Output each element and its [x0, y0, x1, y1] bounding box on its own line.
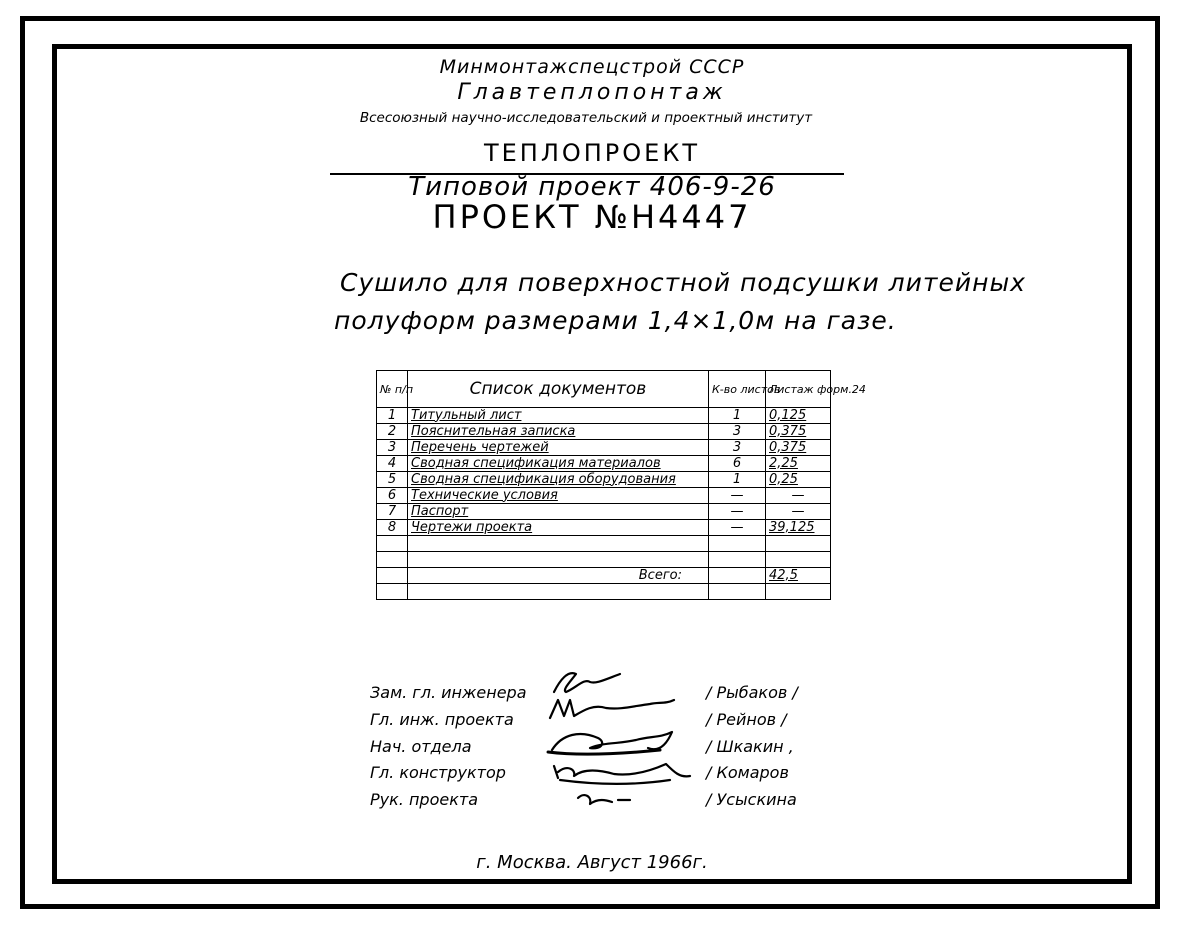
row-name: Чертежи проекта	[408, 520, 709, 536]
table-row	[377, 440, 831, 456]
row-no: 4	[377, 456, 408, 472]
row-no: 7	[377, 504, 408, 520]
row-no: 8	[377, 520, 408, 536]
row-sheets: 3	[709, 440, 766, 456]
sig-name: / Шкакин ,	[706, 737, 794, 756]
table-row	[377, 488, 831, 504]
total-label: Всего:	[408, 568, 709, 584]
total-value: 42,5	[766, 568, 831, 584]
title-line-2: полуформ размерами 1,4×1,0м на газе.	[334, 306, 897, 335]
row-format: —	[766, 488, 831, 504]
sig-role: Нач. отдела	[370, 737, 472, 756]
documents-table	[376, 370, 866, 600]
row-no: 1	[377, 408, 408, 424]
sig-name: / Рыбаков /	[706, 683, 798, 702]
table-row	[377, 424, 831, 440]
header-sheets: К-во листов	[709, 371, 766, 408]
row-name: Пояснительная записка	[408, 424, 709, 440]
department-line: Главтеплопонтаж	[457, 80, 727, 105]
title-line-1: Сушило для поверхностной подсушки литейных	[340, 268, 1026, 297]
table-total-row	[377, 568, 831, 584]
header-no: № п/п	[377, 371, 408, 408]
row-no: 3	[377, 440, 408, 456]
row-format: 0,125	[766, 408, 831, 424]
sig-name: / Комаров	[706, 763, 789, 782]
header-format: Листаж форм.24	[766, 371, 831, 408]
row-sheets: 1	[709, 472, 766, 488]
typical-project: Типовой проект 406-9-26	[408, 172, 776, 202]
row-name: Паспорт	[408, 504, 709, 520]
institute-line: Всесоюзный научно-исследовательский и проектный институт	[359, 110, 813, 126]
row-name: Технические условия	[408, 488, 709, 504]
row-format: 39,125	[766, 520, 831, 536]
row-format: 0,25	[766, 472, 831, 488]
row-format: 0,375	[766, 440, 831, 456]
sig-role: Рук. проекта	[370, 790, 478, 809]
row-no: 2	[377, 424, 408, 440]
row-name: Сводная спецификация оборудования	[408, 472, 709, 488]
table-row-empty	[377, 536, 831, 552]
footer-place-date: г. Москва. Август 1966г.	[476, 852, 708, 873]
sig-name: / Усыскина	[706, 790, 797, 809]
table-row	[377, 504, 831, 520]
table-row	[377, 472, 831, 488]
row-format: 2,25	[766, 456, 831, 472]
handwritten-signatures	[540, 660, 700, 830]
row-sheets: —	[709, 520, 766, 536]
ministry-line: Минмонтажспецстрой СССР	[439, 56, 745, 78]
row-sheets: 6	[709, 456, 766, 472]
row-name: Титульный лист	[408, 408, 709, 424]
project-number: ПРОЕКТ №Н4447	[432, 198, 752, 236]
org-name: ТЕПЛОПРОЕКТ	[483, 139, 701, 167]
sig-name: / Рейнов /	[706, 710, 787, 729]
table-row-empty	[377, 552, 831, 568]
row-sheets: —	[709, 504, 766, 520]
row-no: 6	[377, 488, 408, 504]
row-sheets: —	[709, 488, 766, 504]
row-name: Сводная спецификация материалов	[408, 456, 709, 472]
sig-role: Зам. гл. инженера	[370, 683, 527, 702]
table-row	[377, 520, 831, 536]
table-header-row	[377, 371, 831, 408]
row-no: 5	[377, 472, 408, 488]
table-row-empty	[377, 584, 831, 600]
sig-role: Гл. конструктор	[370, 763, 506, 782]
sig-role: Гл. инж. проекта	[370, 710, 514, 729]
row-format: 0,375	[766, 424, 831, 440]
header-name: Список документов	[408, 371, 709, 408]
row-format: —	[766, 504, 831, 520]
table-row	[377, 408, 831, 424]
table-row	[377, 456, 831, 472]
row-sheets: 1	[709, 408, 766, 424]
row-sheets: 3	[709, 424, 766, 440]
row-name: Перечень чертежей	[408, 440, 709, 456]
